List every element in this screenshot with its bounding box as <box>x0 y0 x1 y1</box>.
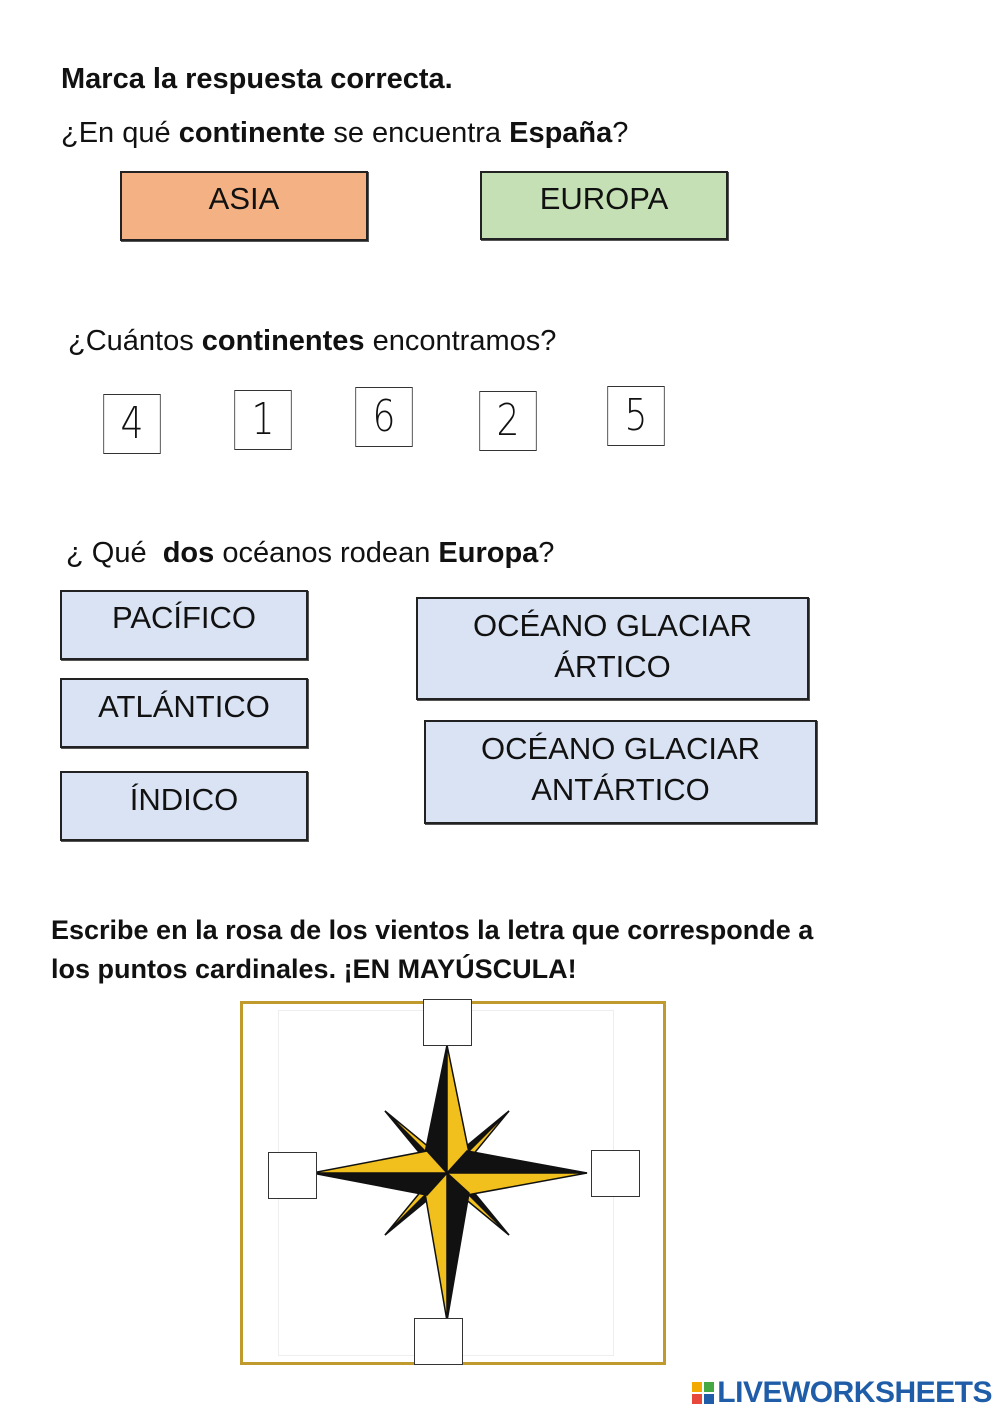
question-2-text: ¿Cuántos <box>68 325 202 357</box>
question-1-bold-espana: España <box>509 117 613 149</box>
question-3-text: océanos rodean <box>214 537 439 569</box>
option-artico-line2: ÁRTICO <box>554 649 671 684</box>
question-3-bold-europa: Europa <box>438 537 539 569</box>
compass-north-input[interactable] <box>423 999 472 1046</box>
question-1-text: se encuentra <box>325 117 510 149</box>
question-3-bold-dos: dos <box>162 537 215 569</box>
question-2-bold-continentes: continentes <box>201 325 365 357</box>
liveworksheets-logo-text: LIVEWORKSHEETS <box>717 1376 992 1409</box>
option-number-6[interactable]: 6 <box>355 387 412 447</box>
question-1 <box>61 117 628 150</box>
liveworksheets-logo-icon <box>692 1382 714 1404</box>
option-number-1[interactable]: 1 <box>234 390 291 450</box>
compass-west-input[interactable] <box>268 1152 317 1199</box>
question-2 <box>68 325 556 358</box>
option-number-2[interactable]: 2 <box>479 391 536 451</box>
compass-instruction-line1: Escribe en la rosa de los vientos la letra que corresponde a <box>51 915 814 945</box>
option-europa[interactable]: EUROPA <box>480 171 728 240</box>
option-number-4[interactable]: 4 <box>103 394 160 454</box>
question-3-text: ? <box>538 537 555 569</box>
compass-east-input[interactable] <box>591 1150 640 1197</box>
question-1-bold-continente: continente <box>178 117 326 149</box>
question-3-text: ¿ Qué <box>66 537 163 569</box>
option-indico[interactable]: ÍNDICO <box>60 771 308 841</box>
instruction-title: Marca la respuesta correcta. <box>61 63 453 95</box>
option-atlantico[interactable]: ATLÁNTICO <box>60 678 308 748</box>
compass-instruction-line2: los puntos cardinales. ¡EN MAYÚSCULA! <box>51 954 577 984</box>
option-number-5[interactable]: 5 <box>607 386 664 446</box>
liveworksheets-logo <box>692 1376 992 1410</box>
option-antartico[interactable] <box>424 720 817 824</box>
option-artico[interactable] <box>416 597 809 700</box>
option-antartico-line2: ANTÁRTICO <box>531 772 710 807</box>
option-asia[interactable]: ASIA <box>120 171 368 241</box>
compass-instruction <box>51 911 813 989</box>
question-1-text: ? <box>612 117 629 149</box>
compass-south-input[interactable] <box>414 1318 463 1365</box>
option-artico-line1: OCÉANO GLACIAR <box>472 608 753 643</box>
option-antartico-line1: OCÉANO GLACIAR <box>480 731 761 766</box>
option-pacifico[interactable]: PACÍFICO <box>60 590 308 660</box>
question-2-text: encontramos? <box>364 325 557 357</box>
question-3 <box>66 537 554 570</box>
question-1-text: ¿En qué <box>61 117 179 149</box>
